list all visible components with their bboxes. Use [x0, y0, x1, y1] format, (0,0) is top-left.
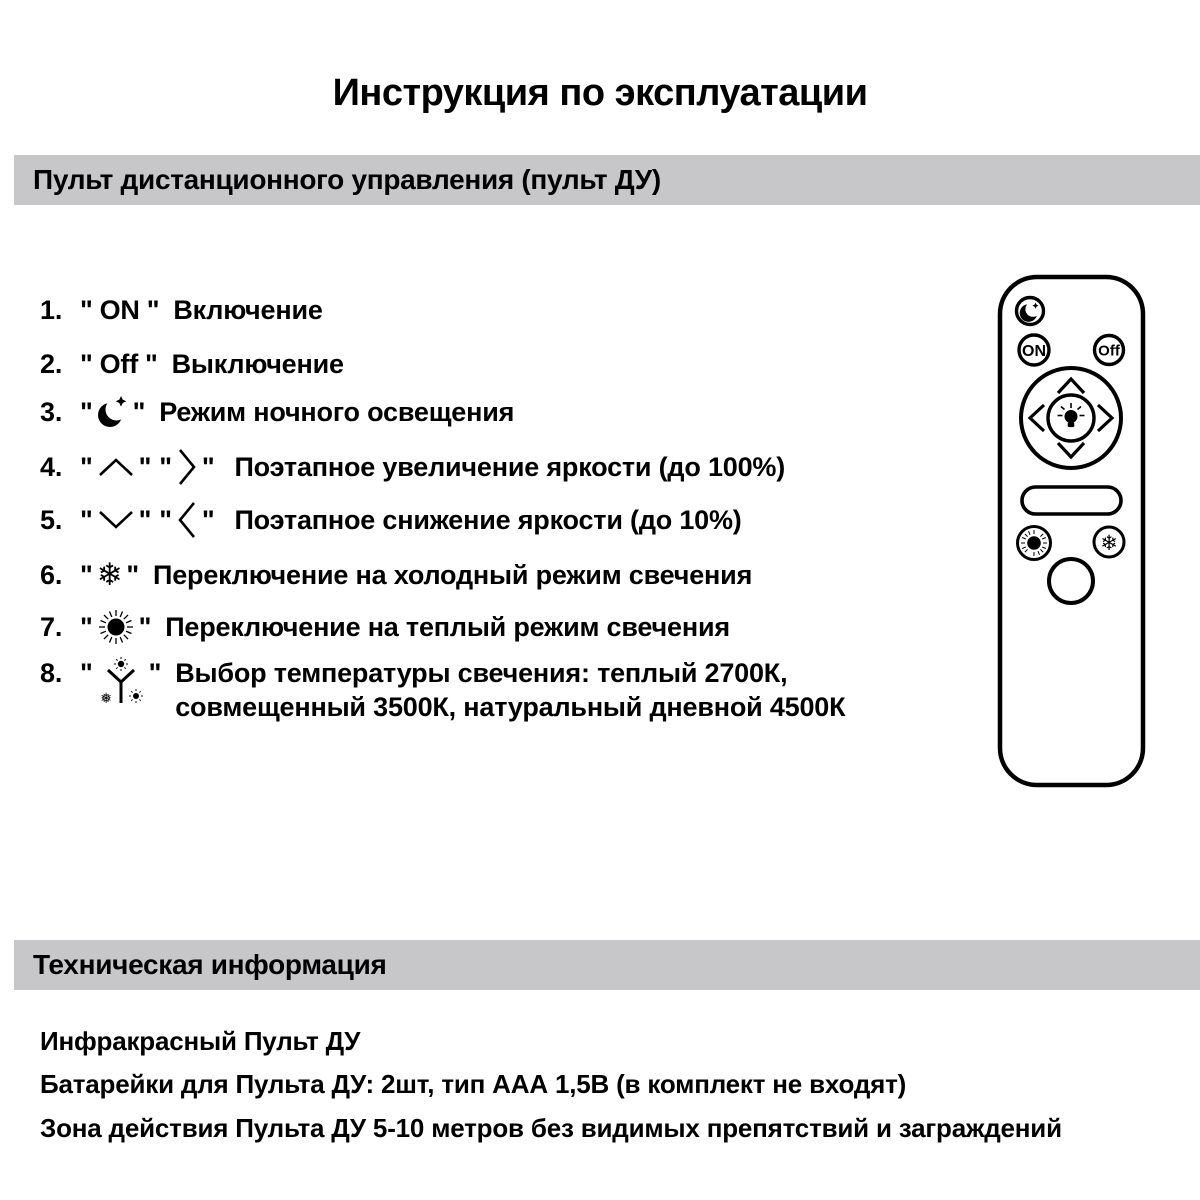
- remote-pill-button: [1022, 487, 1121, 514]
- section-heading-tech-text: Техническая информация: [33, 949, 387, 980]
- remote-control-illustration: [997, 273, 1147, 789]
- remote-round-button: [1049, 559, 1093, 603]
- section-heading-remote: [14, 155, 1200, 205]
- moon-icon: [97, 394, 129, 430]
- quote-mark: ": [138, 504, 152, 535]
- item-description: Режим ночного освещения: [159, 396, 515, 427]
- remote-cold-button: [1094, 527, 1124, 557]
- item-description-line1: Выбор температуры свечения: теплый 2700К,: [175, 658, 788, 688]
- quote-mark: ": [80, 348, 93, 379]
- off-button-label: Off: [99, 348, 138, 379]
- small-snowflake-icon: ❅: [99, 691, 112, 707]
- quote-mark: ": [80, 396, 93, 427]
- quote-mark: ": [138, 451, 152, 482]
- quote-mark: ": [80, 451, 93, 482]
- chevron-left-icon: [176, 500, 198, 540]
- item-number: 6.: [40, 559, 63, 590]
- item-description: Переключение на теплый режим свечения: [165, 611, 730, 642]
- tech-info-line: Батарейки для Пульта ДУ: 2шт, тип ААА 1,5В (в комплект не входят): [40, 1069, 907, 1099]
- item-description: Выключение: [171, 348, 344, 379]
- list-item-cold-mode: [40, 553, 752, 597]
- page-title: Инструкция по эксплуатации: [332, 72, 868, 114]
- quote-mark: ": [80, 559, 93, 590]
- quote-mark: ": [201, 504, 215, 535]
- item-number: 7.: [40, 611, 63, 642]
- remote-off-button: [1095, 336, 1124, 365]
- quote-mark: ": [145, 348, 158, 379]
- item-number: 1.: [40, 294, 63, 325]
- list-item-brightness-up: [40, 445, 785, 489]
- svg-text:ON: ON: [1022, 343, 1046, 360]
- item-number: 5.: [40, 504, 63, 535]
- quote-mark: ": [132, 396, 146, 427]
- quote-mark: ": [80, 294, 93, 325]
- item-description: [175, 656, 845, 724]
- remote-moon-button: [1017, 298, 1044, 325]
- quote-mark: ": [80, 658, 93, 688]
- item-number: 8.: [40, 658, 63, 688]
- quote-mark: ": [126, 559, 139, 590]
- item-description-line2: совмещенный 3500К, натуральный дневной 4500К: [175, 692, 846, 722]
- chevron-right-icon: [176, 447, 198, 487]
- section-heading-tech: [14, 940, 1200, 990]
- quote-mark: ": [148, 658, 162, 688]
- item-number: 2.: [40, 348, 63, 379]
- tech-info-line: Зона действия Пульта ДУ 5-10 метров без видимых препятствий и заграждений: [40, 1113, 1062, 1143]
- snowflake-icon: ❄: [1100, 531, 1118, 555]
- list-item-warm-mode: [40, 605, 730, 649]
- section-heading-remote-text: Пульт дистанционного управления (пульт ДУ): [33, 164, 661, 195]
- quote-mark: ": [146, 294, 160, 325]
- sun-icon: [97, 608, 135, 646]
- remote-on-button: [1019, 335, 1049, 365]
- list-item-color-temperature: [40, 656, 845, 724]
- quote-mark: ": [80, 504, 93, 535]
- list-item-brightness-down: [40, 498, 742, 542]
- item-description: Переключение на холодный режим свечения: [153, 559, 753, 590]
- quote-mark: ": [80, 611, 93, 642]
- color-temperature-icon: [97, 656, 145, 708]
- quote-mark: ": [159, 504, 172, 535]
- quote-mark: ": [201, 451, 215, 482]
- list-item-off: [40, 342, 344, 386]
- item-description: Поэтапное снижение яркости (до 10%): [234, 504, 742, 535]
- item-description: Поэтапное увеличение яркости (до 100%): [234, 451, 785, 482]
- chevron-up-icon: [97, 456, 135, 478]
- chevron-down-icon: [97, 509, 135, 531]
- item-number: 3.: [40, 396, 63, 427]
- snowflake-icon: ❄: [96, 556, 123, 593]
- list-item-night-mode: [40, 390, 514, 434]
- item-description: Включение: [173, 294, 323, 325]
- quote-mark: ": [138, 611, 152, 642]
- tech-info-line: Инфракрасный Пульт ДУ: [40, 1026, 361, 1056]
- remote-dpad: [1021, 368, 1121, 468]
- item-number: 4.: [40, 451, 63, 482]
- on-button-label: ON: [99, 294, 140, 325]
- quote-mark: ": [159, 451, 172, 482]
- list-item-on: [40, 288, 323, 332]
- remote-warm-button: [1018, 527, 1051, 560]
- svg-text:Off: Off: [1098, 342, 1120, 360]
